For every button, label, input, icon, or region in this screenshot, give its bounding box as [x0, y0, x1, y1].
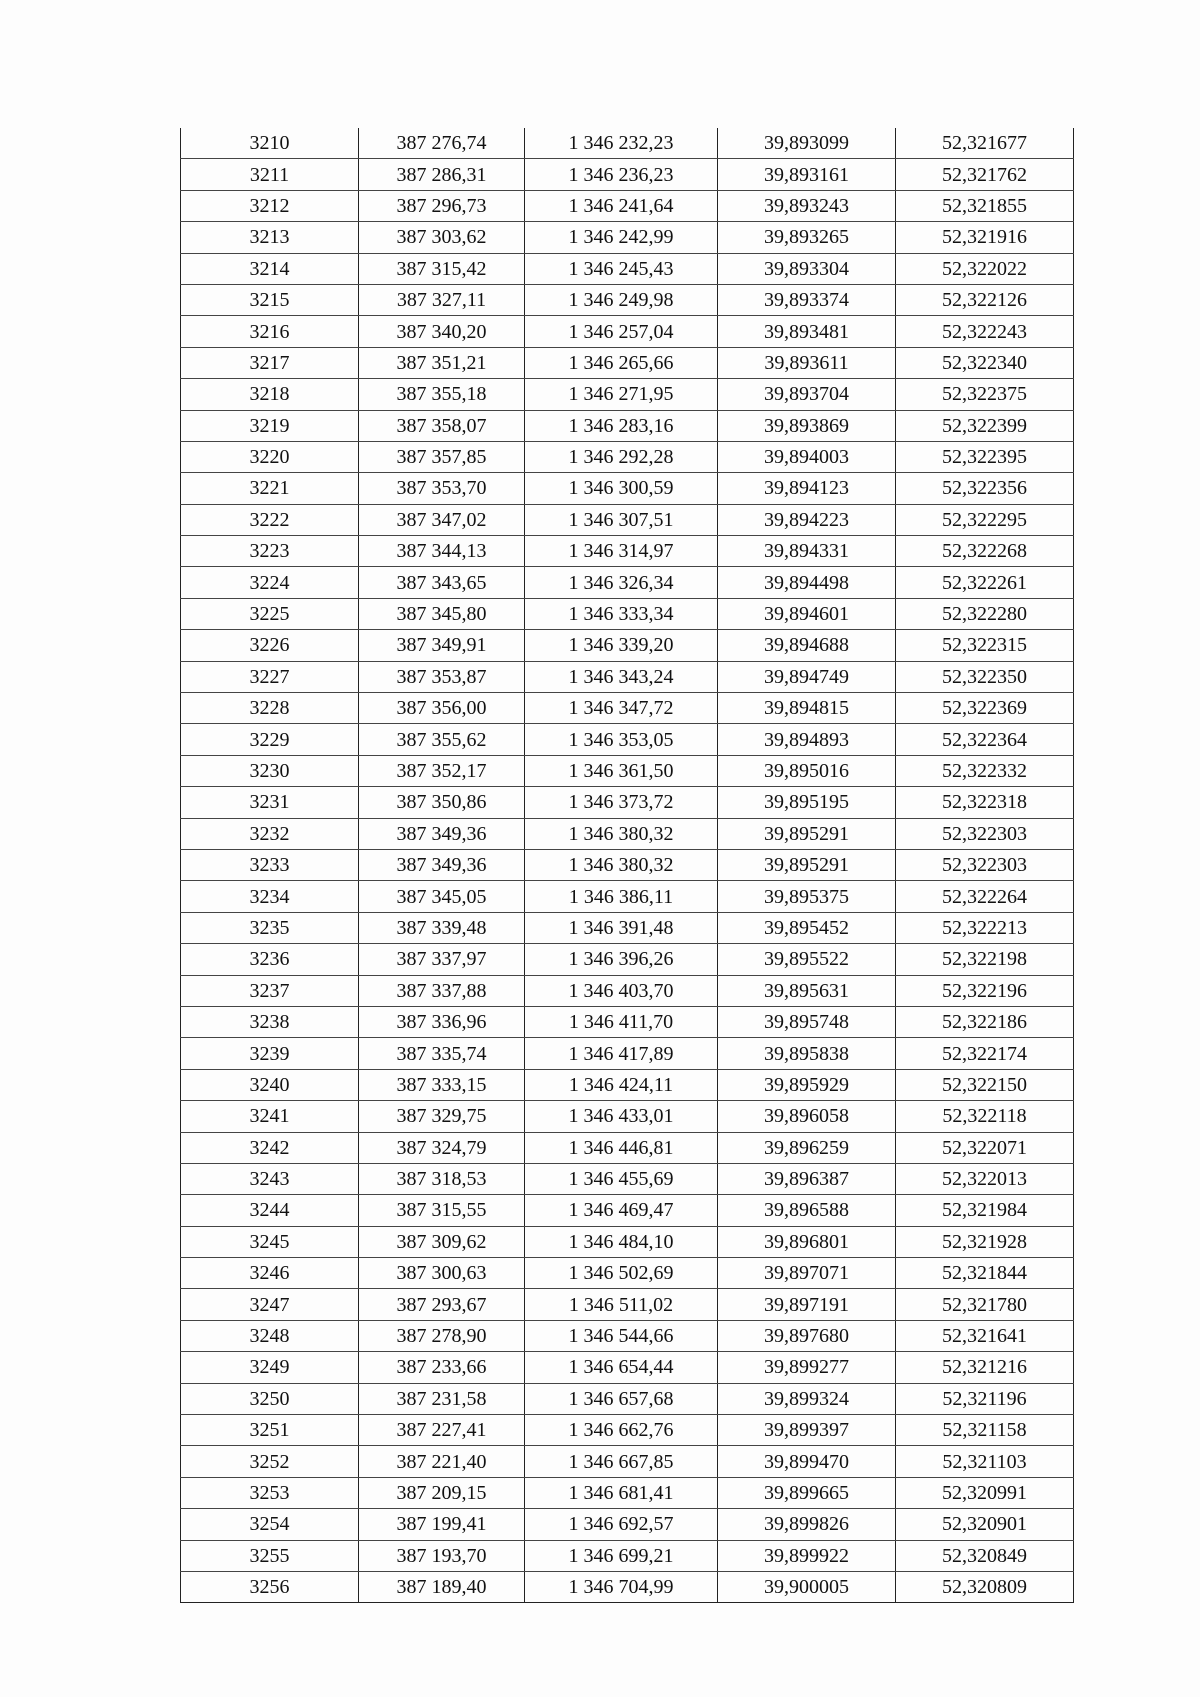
x-coordinate-cell: 387 227,41 [359, 1415, 525, 1446]
y-coordinate-cell: 1 346 455,69 [525, 1163, 718, 1194]
point-number-cell: 3253 [181, 1477, 359, 1508]
longitude-cell: 39,893099 [718, 128, 896, 159]
y-coordinate-cell: 1 346 544,66 [525, 1320, 718, 1351]
latitude-cell: 52,322243 [896, 316, 1074, 347]
latitude-cell: 52,322280 [896, 598, 1074, 629]
table-row [181, 473, 1074, 504]
y-coordinate-cell: 1 346 373,72 [525, 787, 718, 818]
latitude-cell: 52,321984 [896, 1195, 1074, 1226]
point-number-cell: 3239 [181, 1038, 359, 1069]
longitude-cell: 39,893265 [718, 222, 896, 253]
latitude-cell: 52,322315 [896, 630, 1074, 661]
x-coordinate-cell: 387 327,11 [359, 284, 525, 315]
y-coordinate-cell: 1 346 692,57 [525, 1509, 718, 1540]
table-row [181, 724, 1074, 755]
y-coordinate-cell: 1 346 433,01 [525, 1101, 718, 1132]
latitude-cell: 52,322186 [896, 1006, 1074, 1037]
table-row [181, 630, 1074, 661]
table-row [181, 787, 1074, 818]
point-number-cell: 3224 [181, 567, 359, 598]
x-coordinate-cell: 387 356,00 [359, 693, 525, 724]
latitude-cell: 52,322264 [896, 881, 1074, 912]
point-number-cell: 3249 [181, 1352, 359, 1383]
table-row [181, 1163, 1074, 1194]
table-row [181, 1226, 1074, 1257]
x-coordinate-cell: 387 352,17 [359, 755, 525, 786]
longitude-cell: 39,895631 [718, 975, 896, 1006]
point-number-cell: 3218 [181, 379, 359, 410]
y-coordinate-cell: 1 346 654,44 [525, 1352, 718, 1383]
longitude-cell: 39,895195 [718, 787, 896, 818]
point-number-cell: 3242 [181, 1132, 359, 1163]
longitude-cell: 39,893869 [718, 410, 896, 441]
y-coordinate-cell: 1 346 314,97 [525, 536, 718, 567]
table-row [181, 1258, 1074, 1289]
table-row [181, 1132, 1074, 1163]
table-row [181, 159, 1074, 190]
x-coordinate-cell: 387 349,36 [359, 818, 525, 849]
longitude-cell: 39,894331 [718, 536, 896, 567]
y-coordinate-cell: 1 346 361,50 [525, 755, 718, 786]
y-coordinate-cell: 1 346 446,81 [525, 1132, 718, 1163]
x-coordinate-cell: 387 353,70 [359, 473, 525, 504]
latitude-cell: 52,320849 [896, 1540, 1074, 1571]
x-coordinate-cell: 387 278,90 [359, 1320, 525, 1351]
latitude-cell: 52,320991 [896, 1477, 1074, 1508]
x-coordinate-cell: 387 233,66 [359, 1352, 525, 1383]
table-row [181, 222, 1074, 253]
point-number-cell: 3252 [181, 1446, 359, 1477]
x-coordinate-cell: 387 296,73 [359, 190, 525, 221]
y-coordinate-cell: 1 346 347,72 [525, 693, 718, 724]
y-coordinate-cell: 1 346 283,16 [525, 410, 718, 441]
latitude-cell: 52,321677 [896, 128, 1074, 159]
x-coordinate-cell: 387 355,62 [359, 724, 525, 755]
y-coordinate-cell: 1 346 469,47 [525, 1195, 718, 1226]
x-coordinate-cell: 387 318,53 [359, 1163, 525, 1194]
longitude-cell: 39,895522 [718, 944, 896, 975]
longitude-cell: 39,894815 [718, 693, 896, 724]
longitude-cell: 39,895838 [718, 1038, 896, 1069]
y-coordinate-cell: 1 346 241,64 [525, 190, 718, 221]
point-number-cell: 3217 [181, 347, 359, 378]
y-coordinate-cell: 1 346 396,26 [525, 944, 718, 975]
longitude-cell: 39,894601 [718, 598, 896, 629]
longitude-cell: 39,895929 [718, 1069, 896, 1100]
x-coordinate-cell: 387 349,36 [359, 849, 525, 880]
y-coordinate-cell: 1 346 271,95 [525, 379, 718, 410]
y-coordinate-cell: 1 346 333,34 [525, 598, 718, 629]
table-row [181, 1038, 1074, 1069]
longitude-cell: 39,893611 [718, 347, 896, 378]
table-row [181, 1289, 1074, 1320]
longitude-cell: 39,893704 [718, 379, 896, 410]
table-row [181, 284, 1074, 315]
y-coordinate-cell: 1 346 681,41 [525, 1477, 718, 1508]
y-coordinate-cell: 1 346 242,99 [525, 222, 718, 253]
longitude-cell: 39,894123 [718, 473, 896, 504]
table-row [181, 1509, 1074, 1540]
y-coordinate-cell: 1 346 667,85 [525, 1446, 718, 1477]
latitude-cell: 52,322196 [896, 975, 1074, 1006]
y-coordinate-cell: 1 346 245,43 [525, 253, 718, 284]
y-coordinate-cell: 1 346 704,99 [525, 1571, 718, 1602]
point-number-cell: 3237 [181, 975, 359, 1006]
longitude-cell: 39,893481 [718, 316, 896, 347]
longitude-cell: 39,897071 [718, 1258, 896, 1289]
point-number-cell: 3225 [181, 598, 359, 629]
y-coordinate-cell: 1 346 257,04 [525, 316, 718, 347]
latitude-cell: 52,322295 [896, 504, 1074, 535]
x-coordinate-cell: 387 345,05 [359, 881, 525, 912]
y-coordinate-cell: 1 346 307,51 [525, 504, 718, 535]
latitude-cell: 52,322356 [896, 473, 1074, 504]
y-coordinate-cell: 1 346 380,32 [525, 818, 718, 849]
table-row [181, 693, 1074, 724]
latitude-cell: 52,322399 [896, 410, 1074, 441]
point-number-cell: 3238 [181, 1006, 359, 1037]
longitude-cell: 39,899826 [718, 1509, 896, 1540]
longitude-cell: 39,899397 [718, 1415, 896, 1446]
x-coordinate-cell: 387 276,74 [359, 128, 525, 159]
latitude-cell: 52,321103 [896, 1446, 1074, 1477]
point-number-cell: 3219 [181, 410, 359, 441]
table-row [181, 504, 1074, 535]
latitude-cell: 52,322022 [896, 253, 1074, 284]
x-coordinate-cell: 387 329,75 [359, 1101, 525, 1132]
point-number-cell: 3243 [181, 1163, 359, 1194]
table-row [181, 347, 1074, 378]
y-coordinate-cell: 1 346 236,23 [525, 159, 718, 190]
longitude-cell: 39,893374 [718, 284, 896, 315]
point-number-cell: 3250 [181, 1383, 359, 1414]
latitude-cell: 52,322303 [896, 818, 1074, 849]
longitude-cell: 39,894223 [718, 504, 896, 535]
latitude-cell: 52,322340 [896, 347, 1074, 378]
table-row [181, 1069, 1074, 1100]
x-coordinate-cell: 387 309,62 [359, 1226, 525, 1257]
table-row [181, 1540, 1074, 1571]
x-coordinate-cell: 387 315,55 [359, 1195, 525, 1226]
table-row [181, 912, 1074, 943]
point-number-cell: 3215 [181, 284, 359, 315]
x-coordinate-cell: 387 209,15 [359, 1477, 525, 1508]
latitude-cell: 52,322268 [896, 536, 1074, 567]
point-number-cell: 3212 [181, 190, 359, 221]
longitude-cell: 39,899324 [718, 1383, 896, 1414]
y-coordinate-cell: 1 346 411,70 [525, 1006, 718, 1037]
y-coordinate-cell: 1 346 502,69 [525, 1258, 718, 1289]
point-number-cell: 3231 [181, 787, 359, 818]
latitude-cell: 52,321855 [896, 190, 1074, 221]
longitude-cell: 39,895748 [718, 1006, 896, 1037]
table-row [181, 1415, 1074, 1446]
x-coordinate-cell: 387 337,97 [359, 944, 525, 975]
coordinates-table [180, 128, 1074, 1603]
table-row [181, 253, 1074, 284]
latitude-cell: 52,321928 [896, 1226, 1074, 1257]
latitude-cell: 52,321158 [896, 1415, 1074, 1446]
table-row [181, 1446, 1074, 1477]
latitude-cell: 52,322350 [896, 661, 1074, 692]
longitude-cell: 39,893304 [718, 253, 896, 284]
x-coordinate-cell: 387 303,62 [359, 222, 525, 253]
x-coordinate-cell: 387 324,79 [359, 1132, 525, 1163]
latitude-cell: 52,321780 [896, 1289, 1074, 1320]
point-number-cell: 3223 [181, 536, 359, 567]
longitude-cell: 39,895291 [718, 849, 896, 880]
longitude-cell: 39,893243 [718, 190, 896, 221]
point-number-cell: 3255 [181, 1540, 359, 1571]
table-row [181, 1320, 1074, 1351]
longitude-cell: 39,896259 [718, 1132, 896, 1163]
point-number-cell: 3226 [181, 630, 359, 661]
latitude-cell: 52,321641 [896, 1320, 1074, 1351]
latitude-cell: 52,322395 [896, 441, 1074, 472]
latitude-cell: 52,321916 [896, 222, 1074, 253]
latitude-cell: 52,321196 [896, 1383, 1074, 1414]
latitude-cell: 52,322364 [896, 724, 1074, 755]
x-coordinate-cell: 387 286,31 [359, 159, 525, 190]
x-coordinate-cell: 387 350,86 [359, 787, 525, 818]
x-coordinate-cell: 387 349,91 [359, 630, 525, 661]
y-coordinate-cell: 1 346 300,59 [525, 473, 718, 504]
point-number-cell: 3227 [181, 661, 359, 692]
table-row [181, 1571, 1074, 1602]
table-row [181, 1101, 1074, 1132]
longitude-cell: 39,896058 [718, 1101, 896, 1132]
y-coordinate-cell: 1 346 232,23 [525, 128, 718, 159]
point-number-cell: 3235 [181, 912, 359, 943]
latitude-cell: 52,320809 [896, 1571, 1074, 1602]
latitude-cell: 52,322318 [896, 787, 1074, 818]
latitude-cell: 52,322013 [896, 1163, 1074, 1194]
latitude-cell: 52,322375 [896, 379, 1074, 410]
y-coordinate-cell: 1 346 353,05 [525, 724, 718, 755]
table-row [181, 128, 1074, 159]
point-number-cell: 3229 [181, 724, 359, 755]
x-coordinate-cell: 387 315,42 [359, 253, 525, 284]
y-coordinate-cell: 1 346 657,68 [525, 1383, 718, 1414]
table-row [181, 881, 1074, 912]
point-number-cell: 3216 [181, 316, 359, 347]
y-coordinate-cell: 1 346 484,10 [525, 1226, 718, 1257]
longitude-cell: 39,894498 [718, 567, 896, 598]
longitude-cell: 39,896588 [718, 1195, 896, 1226]
longitude-cell: 39,895016 [718, 755, 896, 786]
point-number-cell: 3236 [181, 944, 359, 975]
longitude-cell: 39,895452 [718, 912, 896, 943]
table-row [181, 190, 1074, 221]
x-coordinate-cell: 387 351,21 [359, 347, 525, 378]
point-number-cell: 3220 [181, 441, 359, 472]
y-coordinate-cell: 1 346 326,34 [525, 567, 718, 598]
table-body [181, 128, 1074, 1603]
latitude-cell: 52,321762 [896, 159, 1074, 190]
y-coordinate-cell: 1 346 417,89 [525, 1038, 718, 1069]
latitude-cell: 52,322369 [896, 693, 1074, 724]
table-row [181, 849, 1074, 880]
y-coordinate-cell: 1 346 403,70 [525, 975, 718, 1006]
x-coordinate-cell: 387 337,88 [359, 975, 525, 1006]
table-row [181, 441, 1074, 472]
x-coordinate-cell: 387 353,87 [359, 661, 525, 692]
point-number-cell: 3254 [181, 1509, 359, 1540]
x-coordinate-cell: 387 189,40 [359, 1571, 525, 1602]
point-number-cell: 3228 [181, 693, 359, 724]
x-coordinate-cell: 387 199,41 [359, 1509, 525, 1540]
x-coordinate-cell: 387 344,13 [359, 536, 525, 567]
y-coordinate-cell: 1 346 391,48 [525, 912, 718, 943]
y-coordinate-cell: 1 346 380,32 [525, 849, 718, 880]
point-number-cell: 3210 [181, 128, 359, 159]
point-number-cell: 3240 [181, 1069, 359, 1100]
latitude-cell: 52,320901 [896, 1509, 1074, 1540]
point-number-cell: 3211 [181, 159, 359, 190]
table-row [181, 567, 1074, 598]
point-number-cell: 3244 [181, 1195, 359, 1226]
table-row [181, 661, 1074, 692]
point-number-cell: 3256 [181, 1571, 359, 1602]
latitude-cell: 52,322332 [896, 755, 1074, 786]
point-number-cell: 3251 [181, 1415, 359, 1446]
point-number-cell: 3233 [181, 849, 359, 880]
latitude-cell: 52,322261 [896, 567, 1074, 598]
x-coordinate-cell: 387 293,67 [359, 1289, 525, 1320]
longitude-cell: 39,900005 [718, 1571, 896, 1602]
x-coordinate-cell: 387 343,65 [359, 567, 525, 598]
longitude-cell: 39,894893 [718, 724, 896, 755]
table-row [181, 975, 1074, 1006]
longitude-cell: 39,894749 [718, 661, 896, 692]
longitude-cell: 39,893161 [718, 159, 896, 190]
x-coordinate-cell: 387 333,15 [359, 1069, 525, 1100]
y-coordinate-cell: 1 346 249,98 [525, 284, 718, 315]
latitude-cell: 52,322174 [896, 1038, 1074, 1069]
table-row [181, 379, 1074, 410]
longitude-cell: 39,899922 [718, 1540, 896, 1571]
x-coordinate-cell: 387 221,40 [359, 1446, 525, 1477]
longitude-cell: 39,895291 [718, 818, 896, 849]
point-number-cell: 3221 [181, 473, 359, 504]
table-row [181, 1383, 1074, 1414]
latitude-cell: 52,321216 [896, 1352, 1074, 1383]
x-coordinate-cell: 387 193,70 [359, 1540, 525, 1571]
x-coordinate-cell: 387 339,48 [359, 912, 525, 943]
table-row [181, 598, 1074, 629]
longitude-cell: 39,899665 [718, 1477, 896, 1508]
table-row [181, 818, 1074, 849]
x-coordinate-cell: 387 300,63 [359, 1258, 525, 1289]
latitude-cell: 52,322126 [896, 284, 1074, 315]
y-coordinate-cell: 1 346 511,02 [525, 1289, 718, 1320]
latitude-cell: 52,322118 [896, 1101, 1074, 1132]
y-coordinate-cell: 1 346 386,11 [525, 881, 718, 912]
x-coordinate-cell: 387 358,07 [359, 410, 525, 441]
longitude-cell: 39,897680 [718, 1320, 896, 1351]
y-coordinate-cell: 1 346 662,76 [525, 1415, 718, 1446]
table-row [181, 944, 1074, 975]
table-row [181, 1352, 1074, 1383]
table-row [181, 1477, 1074, 1508]
x-coordinate-cell: 387 355,18 [359, 379, 525, 410]
latitude-cell: 52,322150 [896, 1069, 1074, 1100]
y-coordinate-cell: 1 346 265,66 [525, 347, 718, 378]
y-coordinate-cell: 1 346 292,28 [525, 441, 718, 472]
table-row [181, 1195, 1074, 1226]
latitude-cell: 52,322303 [896, 849, 1074, 880]
latitude-cell: 52,322213 [896, 912, 1074, 943]
longitude-cell: 39,896387 [718, 1163, 896, 1194]
point-number-cell: 3248 [181, 1320, 359, 1351]
table-row [181, 755, 1074, 786]
point-number-cell: 3247 [181, 1289, 359, 1320]
x-coordinate-cell: 387 357,85 [359, 441, 525, 472]
longitude-cell: 39,897191 [718, 1289, 896, 1320]
point-number-cell: 3213 [181, 222, 359, 253]
y-coordinate-cell: 1 346 339,20 [525, 630, 718, 661]
y-coordinate-cell: 1 346 424,11 [525, 1069, 718, 1100]
x-coordinate-cell: 387 345,80 [359, 598, 525, 629]
x-coordinate-cell: 387 340,20 [359, 316, 525, 347]
x-coordinate-cell: 387 231,58 [359, 1383, 525, 1414]
point-number-cell: 3232 [181, 818, 359, 849]
longitude-cell: 39,894003 [718, 441, 896, 472]
longitude-cell: 39,899277 [718, 1352, 896, 1383]
x-coordinate-cell: 387 335,74 [359, 1038, 525, 1069]
longitude-cell: 39,899470 [718, 1446, 896, 1477]
y-coordinate-cell: 1 346 699,21 [525, 1540, 718, 1571]
table-row [181, 316, 1074, 347]
point-number-cell: 3214 [181, 253, 359, 284]
table-row [181, 1006, 1074, 1037]
longitude-cell: 39,896801 [718, 1226, 896, 1257]
point-number-cell: 3230 [181, 755, 359, 786]
point-number-cell: 3241 [181, 1101, 359, 1132]
latitude-cell: 52,322198 [896, 944, 1074, 975]
table-row [181, 410, 1074, 441]
latitude-cell: 52,322071 [896, 1132, 1074, 1163]
point-number-cell: 3234 [181, 881, 359, 912]
y-coordinate-cell: 1 346 343,24 [525, 661, 718, 692]
x-coordinate-cell: 387 336,96 [359, 1006, 525, 1037]
longitude-cell: 39,895375 [718, 881, 896, 912]
point-number-cell: 3222 [181, 504, 359, 535]
longitude-cell: 39,894688 [718, 630, 896, 661]
x-coordinate-cell: 387 347,02 [359, 504, 525, 535]
point-number-cell: 3245 [181, 1226, 359, 1257]
point-number-cell: 3246 [181, 1258, 359, 1289]
latitude-cell: 52,321844 [896, 1258, 1074, 1289]
table-row [181, 536, 1074, 567]
